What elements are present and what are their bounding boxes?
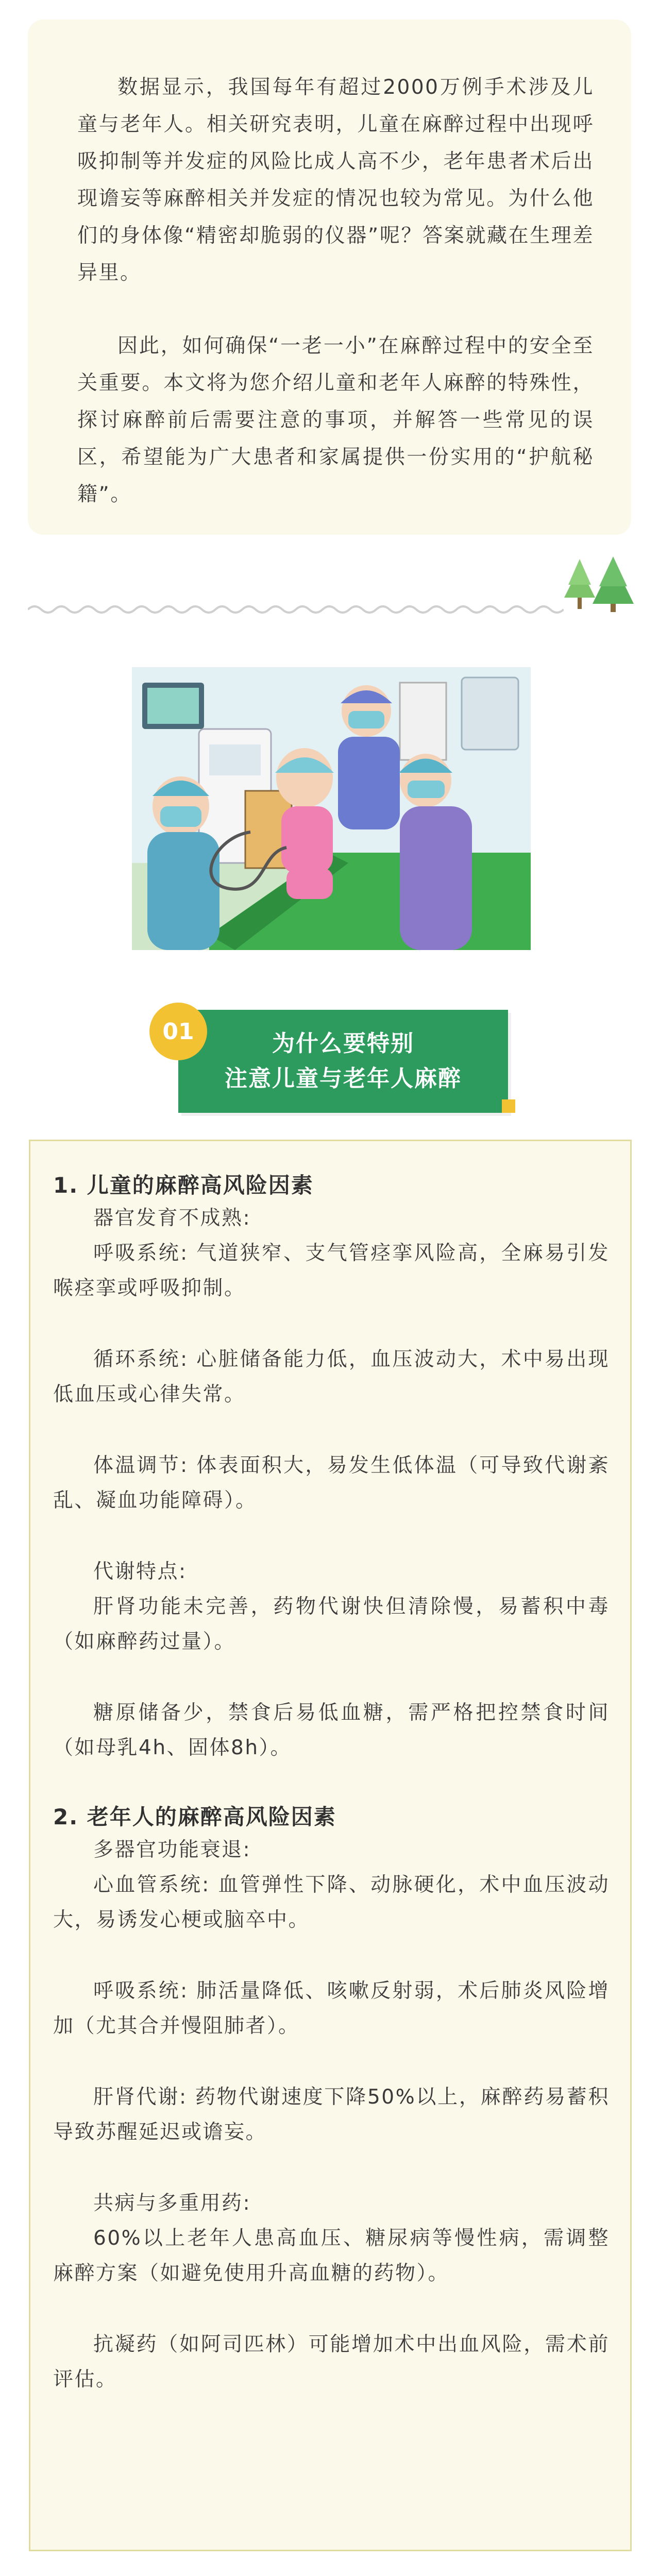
- children-glycogen: 糖原储备少，禁食后易低血糖，需严格把控禁食时间（如母乳4h、固体8h）。: [53, 1701, 610, 1759]
- children-temperature: 体温调节: 体表面积大，易发生低体温（可导致代谢紊乱、凝血功能障碍）。: [53, 1454, 610, 1512]
- section-title-line-1: 为什么要特别: [272, 1030, 414, 1057]
- trees-icon: [559, 556, 636, 613]
- elderly-cardiovascular: 心血管系统: 血管弹性下降、动脉硬化，术中血压波动大，易诱发心梗或脑卒中。: [53, 1873, 610, 1931]
- elderly-comorbidity: 60%以上老年人患高血压、糖尿病等慢性病，需调整麻醉方案（如避免使用升高血糖的药物）。: [53, 2227, 610, 2285]
- children-heading: 1. 儿童的麻醉高风险因素: [53, 1173, 314, 1198]
- intro-paragraph-1: 数据显示，我国每年有超过2000万例手术涉及儿童与老年人。相关研究表明，儿童在麻醉过程中出现呼吸抑制等并发症的风险比成人高不少，老年患者术后出现谵妄等麻醉相关并发症的情况也较为常见。为什么他们的身体像“精密却脆弱的仪器”呢？答案就藏在生理差异里。: [77, 76, 594, 284]
- elderly-heading: 2. 老年人的麻醉高风险因素: [53, 1804, 336, 1829]
- elderly-comorbidity-label: 共病与多重用药:: [93, 2192, 251, 2215]
- section-title-box: [178, 1010, 508, 1113]
- section-header-01: [149, 1003, 510, 1121]
- children-liver-kidney: 肝肾功能未完善，药物代谢快但清除慢，易蓄积中毒（如麻醉药过量）。: [53, 1595, 610, 1653]
- risk-factors-box: [29, 1140, 632, 2551]
- elderly-liver-kidney: 肝肾代谢: 药物代谢速度下降50%以上，麻醉药易蓄积导致苏醒延迟或谵妄。: [53, 2086, 610, 2144]
- elderly-anticoagulant: 抗凝药（如阿司匹林）可能增加术中出血风险，需术前评估。: [53, 2333, 610, 2391]
- children-metabolism-label: 代谢特点:: [93, 1560, 187, 1583]
- section-number-badge: 01: [149, 1003, 207, 1060]
- children-circulatory: 循环系统: 心脏储备能力低，血压波动大，术中易出现低血压或心律失常。: [53, 1348, 610, 1406]
- children-subheading: 器官发育不成熟:: [93, 1207, 251, 1230]
- children-respiratory: 呼吸系统: 气道狭窄、支气管痉挛风险高，全麻易引发喉痉挛或呼吸抑制。: [53, 1242, 610, 1300]
- elderly-respiratory: 呼吸系统: 肺活量降低、咳嗽反射弱，术后肺炎风险增加（尤其合并慢阻肺者）。: [53, 1979, 610, 2038]
- wave-divider: [28, 602, 564, 617]
- intro-paragraph-2: 因此，如何确保“一老一小”在麻醉过程中的安全至关重要。本文将为您介绍儿童和老年人麻醉的特殊性，探讨麻醉前后需要注意的事项，并解答一些常见的误区，希望能为广大患者和家属提供一份实用的“护航秘籍”。: [77, 334, 594, 506]
- section-title-line-2: 注意儿童与老年人麻醉: [225, 1065, 462, 1092]
- intro-card: [28, 20, 631, 535]
- title-accent-square: [502, 1099, 515, 1113]
- operating-room-illustration: [132, 667, 531, 950]
- elderly-subheading: 多器官功能衰退:: [93, 1838, 251, 1861]
